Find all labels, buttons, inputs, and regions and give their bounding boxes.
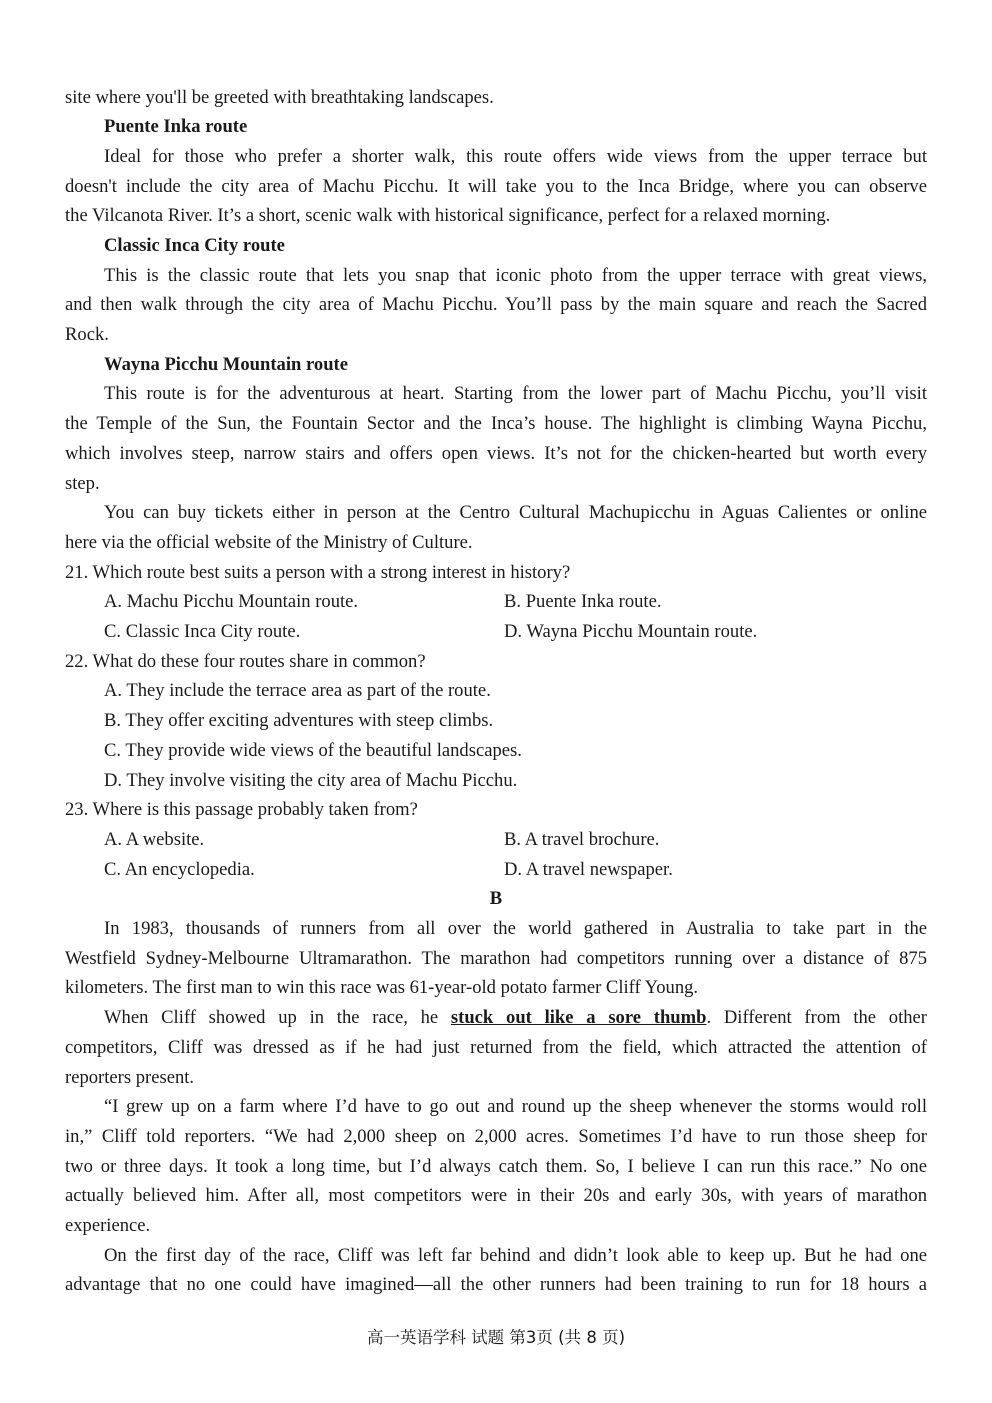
question-21-option-d: D. Wayna Picchu Mountain route.: [504, 621, 758, 642]
passage-a-lead: site where you'll be greeted with breathtaking landscapes.: [65, 87, 494, 108]
passage-b-text-line: actually believed him. After all, most competitors were in their 20s and early 30s, with years of marathon: [65, 1185, 927, 1206]
question-21-option-c: C. Classic Inca City route.: [104, 621, 301, 642]
route-text-line: and then walk through the city area of Machu Picchu. You’ll pass by the main square and reach the Sacred: [65, 294, 927, 315]
question-22-option-a: A. They include the terrace area as part of the route.: [104, 680, 491, 701]
route-text-line: the Temple of the Sun, the Fountain Sector and the Inca’s house. The highlight is climbing Wayna Picchu,: [65, 413, 927, 434]
passage-b-text-line: in,” Cliff told reporters. “We had 2,000 sheep on 2,000 acres. Sometimes I’d have to run those sheep for: [65, 1126, 927, 1147]
question-22-stem: 22. What do these four routes share in common?: [65, 651, 426, 672]
passage-b-text-line: experience.: [65, 1215, 151, 1236]
passage-b-text-line: advantage that no one could have imagined—all the other runners had been training to run for 18 hours a: [65, 1274, 927, 1295]
question-23-option-c: C. An encyclopedia.: [104, 859, 255, 880]
route-heading-classic-inca-city: Classic Inca City route: [104, 235, 285, 256]
passage-b-text-line: competitors, Cliff was dressed as if he had just returned from the field, which attracted the attention of: [65, 1037, 927, 1058]
passage-b-text-line: “I grew up on a farm where I’d have to go out and round up the sheep whenever the storms would roll: [104, 1096, 927, 1117]
question-22-option-b: B. They offer exciting adventures with steep climbs.: [104, 710, 494, 731]
text-segment: . Different from the other: [706, 1007, 927, 1028]
tickets-text-line: here via the official website of the Ministry of Culture.: [65, 532, 473, 553]
passage-b-text-line: two or three days. It took a long time, but I’d always catch them. So, I believe I can run this race.” No one: [65, 1156, 927, 1177]
page-footer: 高一英语学科 试题 第3页 (共 8 页): [366, 1328, 626, 1347]
passage-b-text-line: On the first day of the race, Cliff was left far behind and didn’t look able to keep up. But he had one: [104, 1245, 927, 1266]
route-text-line: which involves steep, narrow stairs and offers open views. It’s not for the chicken-hearted but worth every: [65, 443, 927, 464]
passage-b-text-line: reporters present.: [65, 1067, 195, 1088]
passage-b-text-line: In 1983, thousands of runners from all over the world gathered in Australia to take part in the: [104, 918, 927, 939]
text-segment: When Cliff showed up in the race, he: [104, 1007, 451, 1028]
question-21-option-b: B. Puente Inka route.: [504, 591, 662, 612]
question-21-stem: 21. Which route best suits a person with a strong interest in history?: [65, 562, 571, 583]
route-text-line: This is the classic route that lets you snap that iconic photo from the upper terrace with great views,: [104, 265, 927, 286]
tickets-text-line: You can buy tickets either in person at the Centro Cultural Machupicchu in Aguas Calientes or online: [104, 502, 927, 523]
passage-b-text-line: kilometers. The first man to win this race was 61-year-old potato farmer Cliff Young.: [65, 977, 699, 998]
route-heading-wayna-picchu: Wayna Picchu Mountain route: [104, 354, 348, 375]
route-text-line: Ideal for those who prefer a shorter walk, this route offers wide views from the upper terrace but: [104, 146, 927, 167]
route-heading-puente-inka: Puente Inka route: [104, 116, 248, 137]
question-23-stem: 23. Where is this passage probably taken from?: [65, 799, 418, 820]
route-text-line: This route is for the adventurous at heart. Starting from the lower part of Machu Picchu, you’ll visit: [104, 383, 927, 404]
question-21-option-a: A. Machu Picchu Mountain route.: [104, 591, 359, 612]
route-text-line: step.: [65, 473, 100, 494]
route-text-line: the Vilcanota River. It’s a short, scenic walk with historical significance, perfect for a relaxed morning.: [65, 205, 831, 226]
question-22-option-c: C. They provide wide views of the beautiful landscapes.: [104, 740, 522, 761]
passage-b-text-line: Westfield Sydney-Melbourne Ultramarathon. The marathon had competitors running over a distance of 875: [65, 948, 927, 969]
question-23-option-b: B. A travel brochure.: [504, 829, 660, 850]
question-22-option-d: D. They involve visiting the city area of Machu Picchu.: [104, 770, 518, 791]
passage-b-text-line: [104, 1003, 927, 1033]
underlined-phrase: stuck out like a sore thumb: [450, 1007, 707, 1028]
route-text-line: doesn't include the city area of Machu Picchu. It will take you to the Inca Bridge, where you can observe: [65, 176, 927, 197]
route-text-line: Rock.: [65, 324, 109, 345]
question-23-option-d: D. A travel newspaper.: [504, 859, 673, 880]
passage-b-label: B: [489, 888, 503, 909]
question-23-option-a: A. A website.: [104, 829, 205, 850]
